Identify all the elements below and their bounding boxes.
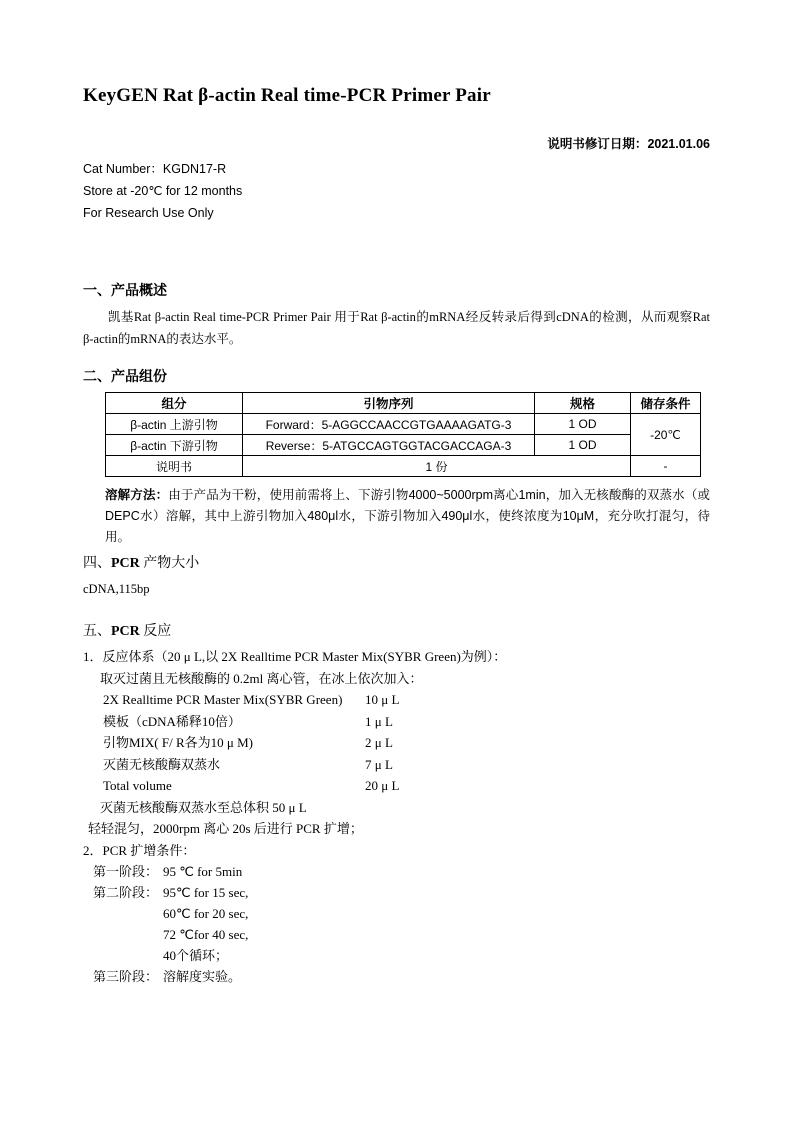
fill-to-volume-note: 灭菌无核酸酶双蒸水至总体积 50 μ L (100, 799, 307, 815)
reagent-amount: 20 μ L (365, 778, 400, 793)
stage-label: 第二阶段： (93, 885, 159, 900)
component-reverse-primer: β-actin 下游引物 (106, 435, 243, 456)
reagent-amount: 1 μ L (365, 713, 393, 729)
stage-value: 40个循环； (163, 948, 229, 963)
dissolve-instructions (105, 485, 710, 548)
page-title: KeyGEN Rat β-actin Real time-PCR Primer Pair (83, 85, 491, 106)
reagent-name: Total volume (103, 778, 172, 793)
reagent-amount: 7 μ L (365, 756, 393, 772)
reagent-name: 2X Realltime PCR Master Mix(SYBR Green) (103, 692, 343, 707)
pcr-stage-row (83, 945, 710, 966)
stage-label: 第三阶段： (93, 969, 159, 984)
col-header-component: 组分 (106, 393, 243, 414)
component-manual: 说明书 (106, 456, 243, 477)
reagent-row (83, 754, 710, 776)
reagent-row (83, 732, 710, 754)
stage-label: 第一阶段： (93, 864, 159, 879)
pcr-stage-row (83, 882, 710, 903)
amplification-conditions-item: 2．PCR 扩增条件： (83, 842, 196, 858)
stage-value: 溶解度实验。 (163, 969, 242, 984)
stage-label (93, 945, 163, 966)
section-overview-heading: 一、产品概述 (83, 284, 167, 299)
stage-value: 95 ℃ for 5min (163, 864, 243, 879)
forward-primer-sequence: Forward：5-AGGCCAACCGTGAAAAGATG-3 (243, 414, 535, 435)
reverse-primer-spec: 1 OD (535, 435, 631, 456)
reagent-name: 模板（cDNA稀释10倍） (103, 713, 241, 729)
reagent-amount: 2 μ L (365, 735, 393, 750)
research-use-only: For Research Use Only (83, 206, 214, 220)
reaction-system-item: 1．反应体系（20 μ L,以 2X Realltime PCR Master Mix(SYBR Green)为例）： (83, 649, 507, 664)
reagent-amount: 10 μ L (365, 692, 400, 707)
heading-cn: 反应 (139, 624, 172, 639)
revision-label: 说明书修订日期： (547, 137, 648, 151)
stage-value: 72 ℃for 40 sec, (163, 927, 249, 942)
heading-number: 五、 (83, 624, 111, 639)
stage-label (93, 924, 163, 945)
table-row (106, 414, 701, 435)
pcr-stage-row (83, 966, 710, 987)
reagent-row (83, 775, 710, 797)
heading-en: PCR (111, 556, 140, 571)
reagent-row (83, 689, 710, 711)
spacer (83, 224, 710, 280)
table-header-row (106, 393, 701, 414)
section-overview-body: 凯基Rat β-actin Real time-PCR Primer Pair 用于Rat β-actin的mRNA经反转录后得到cDNA的检测，从而观察Rat β-actin的mRNA的表达水平。 (83, 310, 710, 346)
reaction-tube-note: 取灭过菌且无核酸酶的 0.2ml 离心管，在冰上依次加入： (100, 670, 423, 686)
stage-value: 60℃ for 20 sec, (163, 906, 249, 921)
storage-condition: Store at -20℃ for 12 months (83, 184, 243, 198)
col-header-spec: 规格 (535, 393, 631, 414)
section-product-size-heading (83, 552, 710, 572)
component-forward-primer: β-actin 上游引物 (106, 414, 243, 435)
section-reaction-heading (83, 620, 710, 640)
pcr-product-size: cDNA,115bp (83, 582, 150, 596)
stage-value: 95℃ for 15 sec, (163, 885, 249, 900)
heading-number: 四、 (83, 556, 111, 571)
col-header-sequence: 引物序列 (243, 393, 535, 414)
revision-date-line (83, 134, 710, 152)
storage-temp-cell: -20℃ (631, 414, 701, 456)
dissolve-text: 由于产品为干粉，使用前需将上、下游引物4000~5000rpm离心1min，加入无核酸酶的双蒸水（或DEPC水）溶解，其中上游引物加入480μl水，下游引物加入490μl水，使终浓度为10μM，充分吹打混匀，待用。 (105, 488, 710, 544)
components-table (105, 392, 701, 477)
pcr-stage-row (83, 903, 710, 924)
heading-cn: 产物大小 (139, 556, 200, 571)
dissolve-label: 溶解方法： (105, 488, 169, 502)
section-components-heading: 二、产品组份 (83, 370, 167, 385)
revision-date: 2021.01.06 (647, 137, 710, 151)
table-row (106, 435, 701, 456)
manual-storage: - (631, 456, 701, 477)
reagent-name: 灭菌无核酸酶双蒸水 (103, 756, 221, 772)
reverse-primer-sequence: Reverse：5-ATGCCAGTGGTACGACCAGA-3 (243, 435, 535, 456)
pcr-stage-row (83, 861, 710, 882)
reagent-name: 引物MIX( F/ R各为10 μ M) (103, 735, 253, 750)
table-row (106, 456, 701, 477)
manual-quantity: 1 份 (243, 456, 631, 477)
cat-number: Cat Number：KGDN17-R (83, 162, 227, 176)
heading-en: PCR (111, 624, 140, 639)
forward-primer-spec: 1 OD (535, 414, 631, 435)
pcr-stage-row (83, 924, 710, 945)
reagent-row (83, 711, 710, 733)
stage-label (93, 903, 163, 924)
col-header-storage: 储存条件 (631, 393, 701, 414)
mix-spin-note: 轻轻混匀，2000rpm 离心 20s 后进行 PCR 扩增； (88, 821, 363, 836)
